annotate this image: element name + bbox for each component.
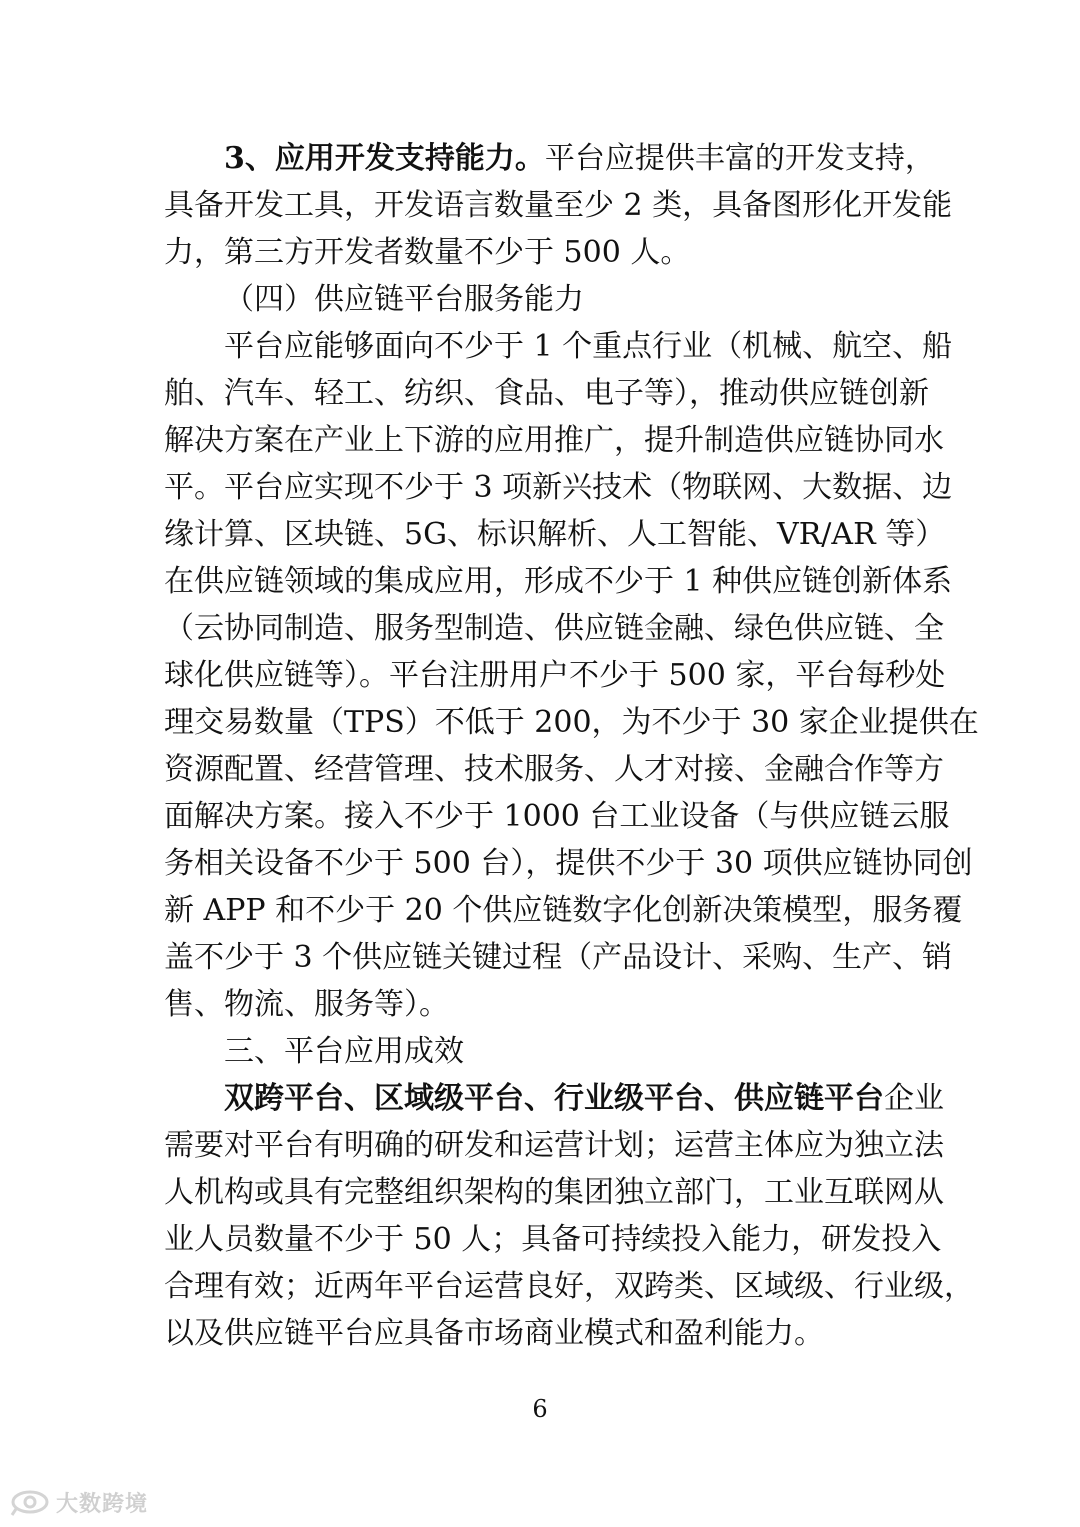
- text-segment: 平台应提供丰富的开发支持，: [544, 141, 935, 176]
- text-line: [164, 746, 944, 793]
- text-segment: 业人员数量不少于 50 人；具备可持续投入能力，研发投入: [164, 1222, 942, 1257]
- text-segment: 企业: [884, 1081, 944, 1116]
- text-line: [164, 1216, 942, 1263]
- text-segment: 舶、汽车、轻工、纺织、食品、电子等），推动供应链创新: [164, 376, 929, 411]
- text-segment: 平台应能够面向不少于 1 个重点行业（机械、航空、船: [224, 329, 953, 364]
- text-line: [164, 1169, 944, 1216]
- text-line: [164, 605, 944, 652]
- text-segment: 在供应链领域的集成应用，形成不少于 1 种供应链创新体系: [164, 564, 953, 599]
- text-segment: 人机构或具有完整组织架构的集团独立部门，工业互联网从: [164, 1175, 944, 1210]
- text-segment: 缘计算、区块链、5G、标识解析、人工智能、VR/AR 等）: [164, 517, 946, 552]
- text-segment: 务相关设备不少于 500 台），提供不少于 30 项供应链协同创: [164, 846, 973, 881]
- text-line: [164, 323, 953, 370]
- eye-logo-icon: [10, 1487, 50, 1517]
- text-line: [164, 182, 953, 229]
- text-segment: 以及供应链平台应具备市场商业模式和盈利能力。: [164, 1316, 824, 1351]
- text-line: [164, 793, 950, 840]
- text-segment: 平。平台应实现不少于 3 项新兴技术（物联网、大数据、边: [164, 470, 953, 505]
- text-segment: 需要对平台有明确的研发和运营计划；运营主体应为独立法: [164, 1128, 944, 1163]
- text-segment: （云协同制造、服务型制造、供应链金融、绿色供应链、全: [164, 611, 944, 646]
- text-line: [164, 276, 916, 323]
- text-line: [164, 981, 916, 1028]
- page-number: 6: [532, 1395, 548, 1423]
- text-segment: 面解决方案。接入不少于 1000 台工业设备（与供应链云服: [164, 799, 950, 834]
- text-line: [164, 1075, 944, 1122]
- text-segment: 具备开发工具，开发语言数量至少 2 类，具备图形化开发能: [164, 188, 953, 223]
- text-line: [164, 464, 953, 511]
- text-line: [164, 558, 953, 605]
- text-segment: 新 APP 和不少于 20 个供应链数字化创新决策模型，服务覆: [164, 893, 963, 928]
- text-segment: 合理有效；近两年平台运营良好，双跨类、区域级、行业级，: [164, 1269, 974, 1304]
- text-segment: 球化供应链等）。平台注册用户不少于 500 家，平台每秒处: [164, 658, 946, 693]
- text-segment: 资源配置、经营管理、技术服务、人才对接、金融合作等方: [164, 752, 944, 787]
- text-segment: （四）供应链平台服务能力: [224, 282, 584, 317]
- text-line: [164, 1028, 916, 1075]
- text-segment: 售、物流、服务等）。: [164, 987, 449, 1022]
- watermark-text: 大数跨境: [56, 1491, 149, 1517]
- text-segment: 理交易数量（TPS）不低于 200，为不少于 30 家企业提供在: [164, 705, 979, 740]
- bold-text-segment: 双跨平台、区域级平台、行业级平台、供应链平台: [224, 1081, 884, 1116]
- text-line: [164, 417, 944, 464]
- body-text: [164, 135, 979, 1357]
- text-line: [164, 934, 953, 981]
- text-segment: 三、平台应用成效: [224, 1034, 464, 1069]
- bold-text-segment: 3、应用开发支持能力。: [224, 141, 545, 176]
- text-line: [164, 370, 929, 417]
- text-line: [164, 1310, 916, 1357]
- text-line: [164, 699, 979, 746]
- text-line: [164, 1122, 944, 1169]
- watermark: [10, 1484, 148, 1520]
- text-line: [164, 1263, 974, 1310]
- text-line: [164, 840, 973, 887]
- text-segment: 力，第三方开发者数量不少于 500 人。: [164, 235, 691, 270]
- text-segment: 盖不少于 3 个供应链关键过程（产品设计、采购、生产、销: [164, 940, 953, 975]
- text-line: [164, 135, 935, 182]
- text-line: [164, 652, 946, 699]
- text-segment: 解决方案在产业上下游的应用推广，提升制造供应链协同水: [164, 423, 944, 458]
- text-line: [164, 511, 946, 558]
- text-line: [164, 229, 916, 276]
- text-line: [164, 887, 963, 934]
